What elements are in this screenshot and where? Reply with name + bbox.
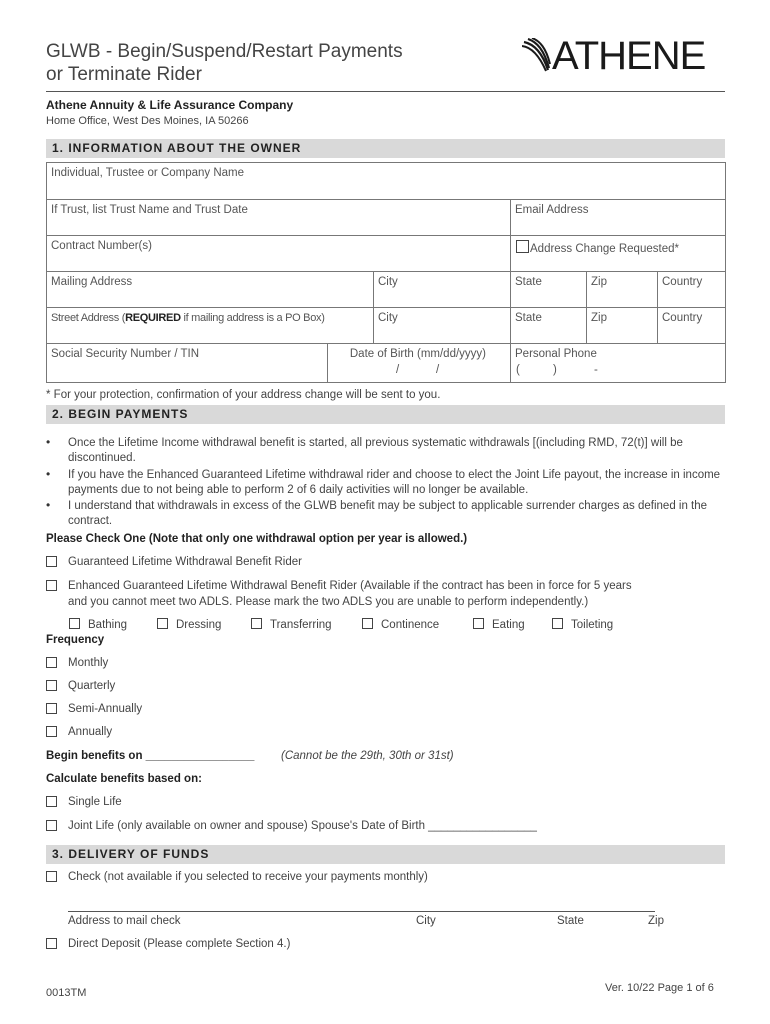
section-3-heading: 3. DELIVERY OF FUNDS	[46, 845, 725, 864]
adl-transferring-label: Transferring	[270, 619, 332, 631]
glwb-rider-checkbox[interactable]	[46, 556, 57, 567]
mailing-city-label: City	[378, 276, 398, 288]
mailing-state-field[interactable]	[510, 271, 587, 308]
street-city-label: City	[378, 312, 398, 324]
street-address-label: Street Address (REQUIRED if mailing address is a PO Box)	[51, 312, 325, 324]
mailing-country-field[interactable]	[657, 271, 726, 308]
title-line-2: or Terminate Rider	[46, 64, 202, 85]
dob-field[interactable]	[327, 343, 511, 383]
bullet-marker: •	[46, 435, 51, 449]
mailing-address-field[interactable]	[46, 271, 374, 308]
check-delivery-checkbox[interactable]	[46, 871, 57, 882]
owner-name-field[interactable]	[46, 162, 726, 200]
address-change-cell	[510, 235, 726, 272]
glwb-rider-label: Guaranteed Lifetime Withdrawal Benefit Rider	[68, 556, 302, 568]
logo-text: ATHENE	[552, 34, 706, 78]
adl-dressing-checkbox[interactable]	[157, 618, 168, 629]
section-2-heading: 2. BEGIN PAYMENTS	[46, 405, 725, 424]
mailing-country-label: Country	[662, 276, 703, 288]
contract-number-label: Contract Number(s)	[51, 240, 152, 252]
company-address: Home Office, West Des Moines, IA 50266	[46, 115, 249, 127]
mailing-zip-field[interactable]	[586, 271, 658, 308]
address-change-footnote: * For your protection, confirmation of your address change will be sent to you.	[46, 389, 441, 401]
begin-benefits-field[interactable]: Begin benefits on _________________	[46, 750, 255, 762]
address-change-checkbox[interactable]	[516, 240, 529, 253]
bullet-marker: •	[46, 498, 51, 512]
street-country-label: Country	[662, 312, 703, 324]
ssn-field[interactable]	[46, 343, 328, 383]
phone-paren-open: (	[516, 364, 520, 376]
phone-dash: -	[594, 364, 598, 376]
adl-bathing-label: Bathing	[88, 619, 128, 631]
frequency-quarterly-checkbox[interactable]	[46, 680, 57, 691]
mail-city-label: City	[416, 915, 436, 927]
address-change-label: Address Change Requested*	[530, 243, 679, 255]
bullet-marker: •	[46, 467, 51, 481]
enhanced-glwb-label-line-1: Enhanced Guaranteed Lifetime Withdrawal Benefit Rider (Available if the contract has been in force for 5 years	[68, 580, 632, 592]
adl-dressing-label: Dressing	[176, 619, 222, 631]
section-1-heading: 1. INFORMATION ABOUT THE OWNER	[46, 139, 725, 158]
owner-name-label: Individual, Trustee or Company Name	[51, 167, 245, 179]
street-country-field[interactable]	[657, 307, 726, 344]
dob-separator-1: /	[396, 364, 400, 376]
adl-toileting-checkbox[interactable]	[552, 618, 563, 629]
frequency-semiannual-checkbox[interactable]	[46, 703, 57, 714]
frequency-semiannual-label: Semi-Annually	[68, 703, 143, 715]
ssn-label: Social Security Number / TIN	[51, 348, 200, 360]
joint-life-label: Joint Life (only available on owner and spouse) Spouse's Date of Birth _________________	[68, 820, 537, 832]
frequency-annual-checkbox[interactable]	[46, 726, 57, 737]
bullet-3-text: I understand that withdrawals in excess of the GLWB benefit may be subject to applicable surrender charges as defined in the contract.	[68, 500, 708, 527]
adl-toileting-label: Toileting	[571, 619, 614, 631]
header-rule	[46, 91, 725, 92]
company-name: Athene Annuity & Life Assurance Company	[46, 98, 294, 112]
enhanced-glwb-checkbox[interactable]	[46, 580, 57, 591]
frequency-monthly-label: Monthly	[68, 657, 109, 669]
adl-transferring-checkbox[interactable]	[251, 618, 262, 629]
dob-label: Date of Birth (mm/dd/yyyy)	[349, 348, 486, 360]
adl-eating-label: Eating	[492, 619, 525, 631]
adl-bathing-checkbox[interactable]	[69, 618, 80, 629]
form-id: 0013TM	[46, 987, 87, 999]
mailing-zip-label: Zip	[591, 276, 607, 288]
street-city-field[interactable]	[373, 307, 511, 344]
trust-name-field[interactable]	[46, 199, 511, 236]
check-delivery-label: Check (not available if you selected to receive your payments monthly)	[68, 871, 428, 883]
check-one-instruction: Please Check One (Note that only one withdrawal option per year is allowed.)	[46, 533, 468, 545]
personal-phone-field[interactable]	[510, 343, 726, 383]
phone-label: Personal Phone	[515, 348, 597, 360]
direct-deposit-checkbox[interactable]	[46, 938, 57, 949]
street-address-field[interactable]	[46, 307, 374, 344]
mail-address-label: Address to mail check	[68, 915, 181, 927]
page-title	[46, 40, 403, 86]
phone-paren-close: )	[553, 364, 557, 376]
adl-eating-checkbox[interactable]	[473, 618, 484, 629]
frequency-quarterly-label: Quarterly	[68, 680, 116, 692]
email-label: Email Address	[515, 204, 589, 216]
mailing-city-field[interactable]	[373, 271, 511, 308]
mailing-state-label: State	[515, 276, 542, 288]
joint-life-checkbox[interactable]	[46, 820, 57, 831]
single-life-label: Single Life	[68, 796, 122, 808]
athene-logo	[522, 36, 728, 76]
adl-continence-checkbox[interactable]	[362, 618, 373, 629]
adl-continence-label: Continence	[381, 619, 440, 631]
athene-swoosh-icon	[522, 38, 552, 72]
bullet-2-text: If you have the Enhanced Guaranteed Lifetime withdrawal rider and choose to elect the Joint Life payout, the increase in income payments due to not being able to perform 2 of 6 daily activities will no longer be available.	[68, 469, 721, 496]
calc-benefits-heading: Calculate benefits based on:	[46, 773, 202, 785]
trust-name-label: If Trust, list Trust Name and Trust Date	[51, 204, 248, 216]
contract-number-field[interactable]	[46, 235, 511, 272]
mail-state-label: State	[557, 915, 584, 927]
title-line-1: GLWB - Begin/Suspend/Restart Payments	[46, 41, 403, 62]
mail-zip-label: Zip	[648, 915, 664, 927]
street-zip-label: Zip	[591, 312, 607, 324]
frequency-monthly-checkbox[interactable]	[46, 657, 57, 668]
enhanced-glwb-label-line-2: and you cannot meet two ADLS. Please mark the two ADLS you are unable to perform independently.)	[68, 596, 589, 608]
dob-separator-2: /	[436, 364, 440, 376]
page-version: Ver. 10/22 Page 1 of 6	[605, 982, 714, 994]
email-field[interactable]	[510, 199, 726, 236]
mailing-address-label: Mailing Address	[51, 276, 133, 288]
street-state-label: State	[515, 312, 542, 324]
direct-deposit-label: Direct Deposit (Please complete Section 4.)	[68, 938, 291, 950]
mail-address-line[interactable]	[68, 911, 655, 912]
bullet-1-text: Once the Lifetime Income withdrawal benefit is started, all previous systematic withdrawals [(including RMD, 72(t)] will be discontinued.	[68, 437, 683, 464]
frequency-annual-label: Annually	[68, 726, 113, 738]
frequency-heading: Frequency	[46, 634, 105, 646]
street-state-field[interactable]	[510, 307, 587, 344]
begin-benefits-note: (Cannot be the 29th, 30th or 31st)	[281, 750, 454, 762]
street-zip-field[interactable]	[586, 307, 658, 344]
single-life-checkbox[interactable]	[46, 796, 57, 807]
